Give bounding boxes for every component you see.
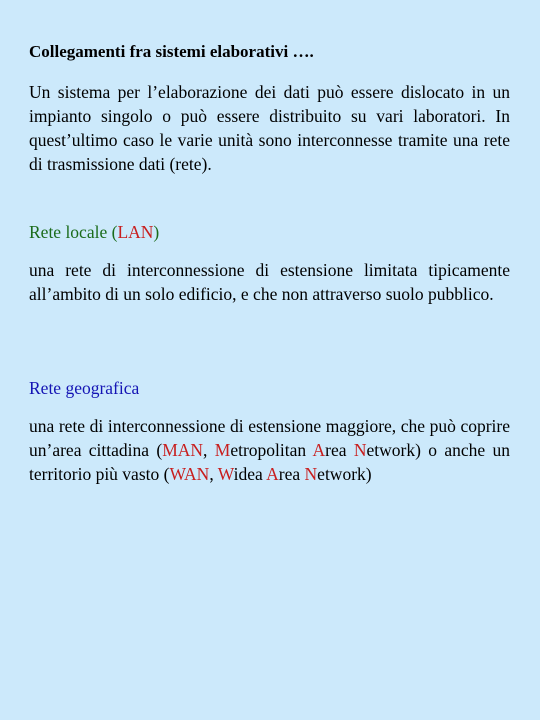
geo-text: rea xyxy=(278,464,305,484)
geo-description xyxy=(29,414,510,486)
geo-text: , xyxy=(203,440,215,460)
geo-text: una rete di interconnessione di estensione maggiore, che può coprire un’area cittadina ( xyxy=(29,416,510,460)
geo-text: etwork) xyxy=(317,464,372,484)
geo-heading: Rete geografica xyxy=(29,378,140,398)
wan-initial-w: W xyxy=(217,464,234,484)
wan-abbreviation: WAN xyxy=(169,464,210,484)
lan-heading xyxy=(29,222,159,243)
geo-text: rea xyxy=(325,440,354,460)
lan-heading-prefix: Rete locale ( xyxy=(29,222,118,242)
lan-description: una rete di interconnessione di estensione limitata tipicamente all’ambito di un solo edificio, e che non attraverso suolo pubblico. xyxy=(29,260,510,304)
man-initial-m: M xyxy=(214,440,231,460)
geo-text: , xyxy=(209,464,218,484)
man-abbreviation: MAN xyxy=(162,440,204,460)
intro-paragraph: Un sistema per l’elaborazione dei dati può essere dislocato in un impianto singolo o può essere distribuito su vari laboratori. In quest’ultimo caso le varie unità sono interconnesse tramite una rete di trasmissione dati (rete). xyxy=(29,82,510,174)
geo-text: etropolitan xyxy=(230,440,313,460)
slide-title: Collegamenti fra sistemi elaborativi …. xyxy=(29,42,314,61)
lan-abbreviation: LAN xyxy=(117,222,154,242)
wan-initial-n: N xyxy=(304,464,318,484)
man-initial-a: A xyxy=(312,440,326,460)
man-initial-n: N xyxy=(353,440,367,460)
lan-heading-suffix: ) xyxy=(153,222,160,242)
geo-text: idea xyxy=(233,464,267,484)
wan-initial-a: A xyxy=(266,464,279,484)
geo-text: etwork) o anche un territorio più vasto ( xyxy=(29,440,510,484)
